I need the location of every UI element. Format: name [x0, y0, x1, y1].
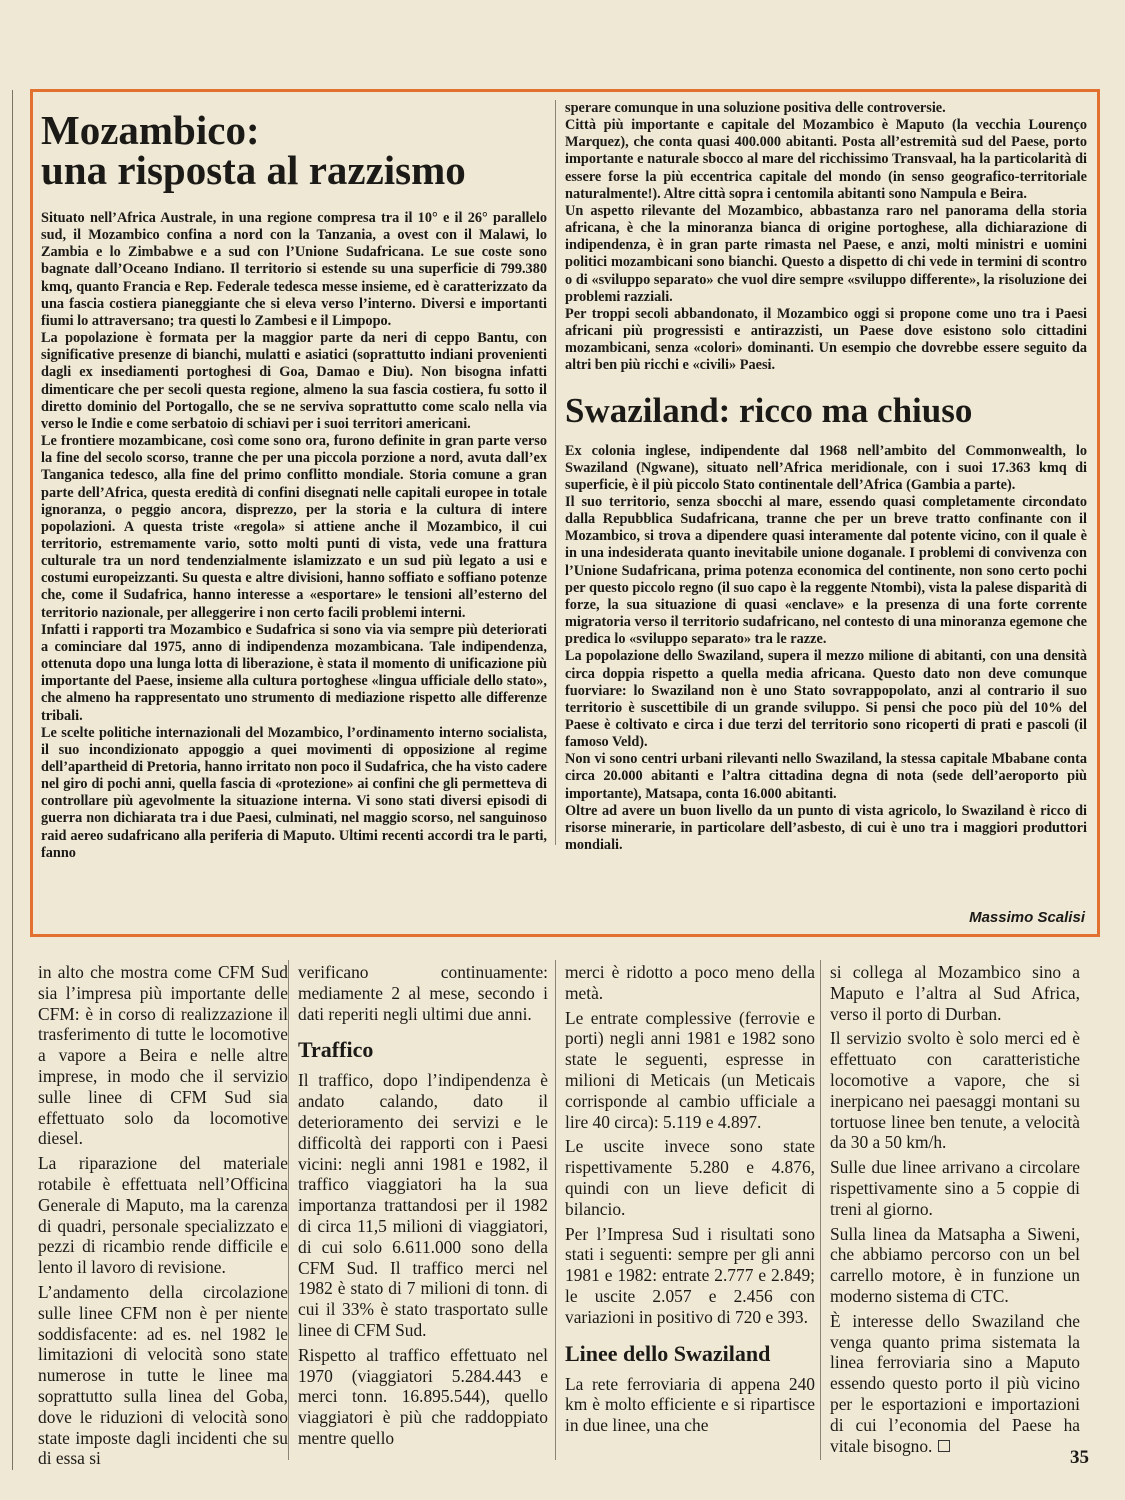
paragraph: Un aspetto rilevante del Mozambico, abbastanza raro nel panorama della storia africana, è che la minoranza bianca di origine portoghese, alla dichiarazione di indipendenza, è in gran parte rimasta nel Paese, e anzi, molti ministri e uomini politici mozambicani sono bianchi. Questo a dispetto di chi vede in termini di scontro o di «sviluppo separato» che vuol dire sempre «sviluppo differente», la risoluzione dei problemi razziali.: [565, 202, 1087, 305]
feature-left-column: [41, 100, 547, 862]
paragraph: Per troppi secoli abbandonato, il Mozambico oggi si propone come uno tra i Paesi africani più progressisti e antirazzisti, un Paese dove esistono solo cittadini mozambicani, senza «colori» dominanti. Un esempio che dovrebbe essere seguito da altri ben più ricchi e «civili» Paesi.: [565, 305, 1087, 374]
paragraph: Sulla linea da Matsapha a Siweni, che abbiamo percorso con un bel carrello motore, è in funzione un moderno sistema di CTC.: [830, 1223, 1080, 1306]
paragraph: L’andamento della circolazione sulle linee CFM non è per niente soddisfacente: ad es. nel 1982 le limitazioni di velocità sono state numerose in tutte le linee ma soprattutto sulla linea del Goba, dove le riduzioni di velocità sono state imposte dagli incidenti che su di essa si: [38, 1281, 288, 1469]
paragraph: Oltre ad avere un buon livello da un punto di vista agricolo, lo Swaziland è ricco di risorse minerarie, in particolare dell’asbesto, di cui è uno tra i maggiori produttori mondiali.: [565, 802, 1087, 854]
paragraph: Le uscite invece sono state rispettivamente 5.280 e 4.876, quindi con un lieve deficit di bilancio.: [565, 1136, 815, 1219]
body-column-3: [565, 962, 815, 1440]
paragraph: Le frontiere mozambicane, così come sono ora, furono definite in gran parte verso la fine del secolo scorso, tranne che per una piccola porzione a nord, avuta dall’ex Tanganica tedesco, alla fine del primo conflitto mondiale. Storia comune a gran parte dell’Africa, questa eredità di confini disegnati nelle capitali europee in totale ignoranza, o peggio ancora, disprezzo, per la storia e la cultura di intere popolazioni. A questa triste «regola» si attiene anche il Mozambico, il cui territorio, estremamente vario, sotto molti punti di vista, vede una frattura culturale tra un nord tendenzialmente islamizzato e un sud più legato a usi e costumi europeizzanti. Su questa e altre divisioni, hanno soffiato e soffiano potenze che, come il Sudafrica, hanno interesse a «esportare» le tensioni all’esterno del territorio nazionale, per alleggerire i non certo facili problemi interni.: [41, 433, 547, 621]
end-of-article-icon: [938, 1440, 950, 1452]
paragraph: in alto che mostra come CFM Sud sia l’impresa più importante delle CFM: è in corso di realizzazione il trasferimento di tutte le locomotive a vapore a Beira e nelle altre imprese, in modo che il servizio sulle linee di CFM Sud sia effettuato solo da locomotive diesel.: [38, 962, 288, 1149]
feature-box: [30, 89, 1100, 937]
paragraph: Per l’Impresa Sud i risultati sono stati i seguenti: sempre per gli anni 1981 e 1982: entrate 2.777 e 2.849; le uscite 2.057 e 2.456 con variazioni in positivo di 720 e 393.: [565, 1223, 815, 1327]
paragraph: Le entrate complessive (ferrovie e porti) negli anni 1981 e 1982 sono state le seguenti, espresse in milioni di Meticais (un Meticais corrisponde al cambio ufficiale a lire 40 circa): 5.119 e 4.897.: [565, 1007, 815, 1132]
page-number: 35: [1070, 1447, 1089, 1468]
paragraph-text: È interesse dello Swaziland che venga quanto prima sistemata la linea ferroviaria sino a Maputo essendo questo porto il più vicino per le esportazioni e importazioni di cui l’economia del Paese ha vitale bisogno.: [830, 1310, 1080, 1456]
section-heading-traffico: Traffico: [298, 1037, 374, 1063]
section-heading-swaziland-lines: Linee dello Swaziland: [565, 1340, 771, 1366]
margin-rule: [12, 90, 13, 1470]
column-rule: [555, 960, 556, 1460]
column-rule: [288, 960, 289, 1460]
feature-title: [41, 107, 547, 193]
body-column-1: [38, 962, 288, 1473]
feature-title-line1: Mozambico:: [41, 107, 260, 153]
paragraph: Infatti i rapporti tra Mozambico e Sudafrica si sono via via sempre più deteriorati a cominciare dal 1975, anno di indipendenza mozambicana. Tale indipendenza, ottenuta dopo una lunga lotta di liberazione, è stata il momento di unificazione più importante del Paese, insieme alla cultura portoghese «lingua ufficiale dello stato», che almeno ha rappresentato uno strumento di mediazione rispetto alle differenze tribali.: [41, 621, 547, 724]
paragraph: si collega al Mozambico sino a Maputo e l’altra al Sud Africa, verso il porto di Durban.: [830, 962, 1080, 1024]
paragraph: Il traffico, dopo l’indipendenza è andato calando, dato il deterioramento dei servizi e le difficoltà dei rapporti con i Paesi vicini: negli anni 1981 e 1982, il traffico viaggiatori ha la sua importanza trattandosi per il 1982 di circa 11,5 milioni di viaggiatori, di cui solo 6.611.000 sono della CFM Sud. Il traffico merci nel 1982 è stato di 7 milioni di tonn. di cui il 33% è stato trasportato sulle linee di CFM Sud.: [298, 1070, 548, 1340]
paragraph: Non vi sono centri urbani rilevanti nello Swaziland, la stessa capitale Mbabane conta circa 20.000 abitanti e l’altra cittadina degna di nota (sede dell’aeroporto più importante), Matsapa, conta 16.000 abitanti.: [565, 751, 1087, 802]
feature-right-column: [565, 100, 1087, 854]
paragraph: merci è ridotto a poco meno della metà.: [565, 962, 815, 1003]
body-column-2: [298, 962, 548, 1453]
paragraph: La rete ferroviaria di appena 240 km è molto efficiente e si ripartisce in due linee, una che: [565, 1373, 815, 1436]
author-signature: Massimo Scalisi: [969, 909, 1085, 926]
paragraph: Situato nell’Africa Australe, in una regione compresa tra il 10° e il 26° parallelo sud, il Mozambico confina a nord con la Tanzania, a ovest con il Malawi, lo Zambia e lo Zimbabwe e a sud con l’Unione Sudafricana. Le sue coste sono bagnate dall’Oceano Indiano. Il territorio si estende su una superficie di 799.380 kmq, quanto Francia e Rep. Federale tedesca messe insieme, ed è caratterizzato da una fascia costiera pianeggiante che si eleva verso l’interno. Diversi e importanti fiumi lo attraversano; tra questi lo Zambesi e il Limpopo.: [41, 210, 547, 329]
paragraph: Sulle due linee arrivano a circolare rispettivamente sino a 5 coppie di treni al giorno.: [830, 1157, 1080, 1219]
paragraph: sperare comunque in una soluzione positiva delle controversie.: [565, 100, 946, 116]
paragraph: Città più importante e capitale del Mozambico è Maputo (la vecchia Lourenço Marquez), che conta quasi 400.000 abitanti. Posta all’estremità sud del Paese, porto importante e naturale sbocco al mare del ricchissimo Transvaal, ha la particolarità di essere forse la più eccentrica capitale del mondo (in senso geografico-territoriale naturalmente!). Altre città sopra i centomila abitanti sono Nampula e Beira.: [565, 117, 1087, 202]
column-rule: [820, 960, 821, 1460]
paragraph: Il suo territorio, senza sbocchi al mare, essendo quasi completamente circondato dalla Repubblica Sudafricana, tranne che per un breve tratto confinante con il Mozambico, si trova a dipendere quasi interamente dal potente vicino, con il quale è in una indesiderata quanto inevitabile unione doganale. I problemi di convivenza con l’Unione Sudafricana, prima potenza economica del continente, non sono certo pochi per questo piccolo regno (il suo capo è la reggente Ntombi), vista la palese disparità di forze, la sua situazione di quasi «enclave» e la presenza di una forte corrente migratoria verso il territorio sudafricano, nel contesto di una minoranza egemone che predica lo «sviluppo separato» tra le razze.: [565, 493, 1087, 648]
paragraph: La riparazione del materiale rotabile è effettuata nell’Officina Generale di Maputo, ma la carenza di quadri, personale specializzato e pezzi di ricambio rende difficile e lento il lavoro di revisione.: [38, 1153, 288, 1278]
feature-title-line2: una risposta al razzismo: [41, 147, 466, 193]
paragraph: La popolazione dello Swaziland, supera il mezzo milione di abitanti, con una densità circa doppia rispetto a quella media africana. Questo dato non deve comunque fuorviare: lo Swaziland non è uno Stato sovrappopolato, anzi al contrario il suo territorio è suscettibile di un grande sviluppo. Si pensi che poco più del 10% del Paese è coltivato e circa i due terzi del territorio sono ricoperti di prati e pascoli (il famoso Veld).: [565, 648, 1087, 751]
column-divider: [555, 100, 556, 845]
paragraph: Ex colonia inglese, indipendente dal 1968 nell’ambito del Commonwealth, lo Swaziland (Ngwane), situato nell’Africa meridionale, con i suoi 17.363 kmq di superficie, è il più piccolo Stato continentale dell’Africa (Gambia a parte).: [565, 442, 1087, 493]
paragraph: Rispetto al traffico effettuato nel 1970 (viaggiatori 5.284.443 e merci tonn. 16.895.544), quello viaggiatori è più che raddoppiato mentre quello: [298, 1344, 548, 1448]
swaziland-title: Swaziland: ricco ma chiuso: [565, 390, 973, 430]
paragraph: La popolazione è formata per la maggior parte da neri di ceppo Bantu, con significative presenze di bianchi, mulatti e asiatici (soprattutto indiani provenienti dagli ex insediamenti portoghesi di Goa, Damao e Diu). Non bisogna infatti dimenticare che per secoli questa regione, almeno la sua fascia costiera, fu sotto il diretto dominio del Portogallo, che se ne serviva soprattutto come scalo nella via verso le Indie e come serbatoio di schiavi per i suoi territori americani.: [41, 330, 547, 432]
paragraph: Il servizio svolto è solo merci ed è effettuato con caratteristiche locomotive a vapore, che si inerpicano nei paesaggi montani su tortuose linee ben tenute, a velocità da 30 a 50 km/h.: [830, 1028, 1080, 1153]
paragraph: Le scelte politiche internazionali del Mozambico, l’ordinamento interno socialista, il suo incondizionato appoggio a quei movimenti di opposizione al regime dell’apartheid di Pretoria, hanno irritato non poco il Sudafrica, che ha visto cadere nel giro di pochi anni, quella fascia di «protezione» ai confini che gli permetteva di controllare più agevolmente la situazione interna. Vi sono stati diversi episodi di guerra non dichiarata tra i due Paesi, culminati, nel maggio scorso, nel sanguinoso raid aereo sudafricano alla periferia di Maputo. Ultimi recenti accordi tra le parti, fanno: [41, 724, 547, 861]
body-column-4: [830, 962, 1080, 1460]
paragraph: [830, 1311, 1080, 1457]
paragraph: verificano continuamente: mediamente 2 al mese, secondo i dati reperiti negli ultimi due anni.: [298, 962, 548, 1024]
